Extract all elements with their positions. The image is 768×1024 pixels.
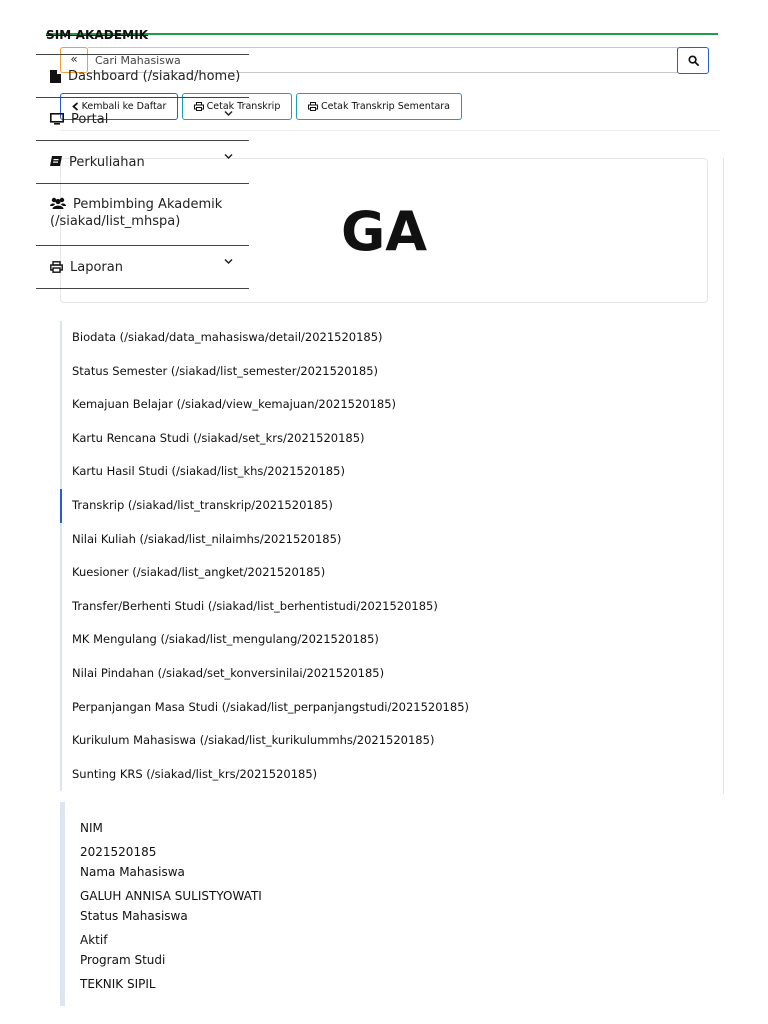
nav-link-transkrip[interactable]: Transkrip (/siakad/list_transkrip/2021520185) (60, 489, 720, 523)
users-icon (50, 197, 66, 209)
nav-link-mk-mengulang[interactable]: MK Mengulang (/siakad/list_mengulang/2021520185) (72, 632, 379, 647)
sidebar-item-pembimbing-akademik[interactable] (36, 183, 249, 245)
nav-link-transfer-berhenti[interactable]: Transfer/Berhenti Studi (/siakad/list_berhentistudi/2021520185) (72, 598, 438, 613)
content-right-border (723, 158, 724, 794)
book-icon (50, 156, 62, 168)
nim-value: 2021520185 (80, 845, 157, 859)
student-nav-list (60, 321, 720, 791)
sidebar-item-portal[interactable] (36, 97, 249, 140)
print-temp-transcript-button[interactable] (296, 93, 462, 120)
avatar-initials: GA (340, 200, 428, 263)
print-transcript-label: Cetak Transkrip (206, 101, 281, 112)
sidebar-item-perkuliahan[interactable] (36, 140, 249, 183)
sidebar-item-label: Portal (71, 111, 109, 127)
search-button[interactable] (677, 47, 709, 74)
nav-link-kuesioner[interactable]: Kuesioner (/siakad/list_angket/2021520185) (72, 565, 326, 580)
print-temp-transcript-label: Cetak Transkrip Sementara (320, 101, 450, 112)
search-icon (688, 55, 699, 66)
sidebar-item-label: Pembimbing Akademik (73, 197, 223, 212)
sidebar-item-label: Perkuliahan (69, 154, 145, 170)
program-label: Program Studi (80, 953, 166, 967)
nav-link-biodata[interactable]: Biodata (/siakad/data_mahasiswa/detail/2021520185) (72, 330, 383, 344)
chevron-down-icon (224, 153, 233, 160)
nav-link-nilai-kuliah[interactable]: Nilai Kuliah (/siakad/list_nilaimhs/2021520185) (72, 531, 342, 546)
sidebar-item-laporan[interactable] (36, 245, 249, 289)
sidebar-item-label: Laporan (70, 259, 123, 275)
name-label: Nama Mahasiswa (80, 865, 185, 879)
chevron-down-icon (224, 258, 233, 265)
file-icon (50, 70, 61, 83)
sidebar-item-label-path: (/siakad/list_mhspa) (50, 214, 181, 229)
chevron-down-icon (224, 110, 233, 117)
nim-label: NIM (80, 821, 103, 835)
name-value: GALUH ANNISA SULISTYOWATI (80, 889, 262, 903)
status-value: Aktif (80, 933, 108, 947)
sidebar-item-label: Dashboard (/siakad/home) (68, 68, 241, 84)
student-profile (60, 802, 720, 1006)
nav-link-perpanjangan-studi[interactable]: Perpanjangan Masa Studi (/siakad/list_perpanjangstudi/2021520185) (72, 699, 469, 714)
sidebar-item-dashboard[interactable] (36, 54, 249, 97)
nav-link-khs[interactable]: Kartu Hasil Studi (/siakad/list_khs/2021520185) (72, 464, 345, 479)
status-label: Status Mahasiswa (80, 909, 188, 923)
nav-link-kurikulum[interactable]: Kurikulum Mahasiswa (/siakad/list_kurikulummhs/2021520185) (72, 733, 435, 748)
nav-link-nilai-pindahan[interactable]: Nilai Pindahan (/siakad/set_konversinilai/2021520185) (72, 665, 385, 680)
print-icon (308, 102, 318, 111)
back-to-list-label: Kembali ke Daftar (81, 101, 167, 112)
app-brand[interactable]: SIM AKADEMIK (46, 28, 149, 42)
monitor-icon (50, 113, 64, 125)
program-value: TEKNIK SIPIL (80, 977, 156, 991)
nav-link-status-semester[interactable]: Status Semester (/siakad/list_semester/2021520185) (72, 363, 379, 378)
nav-link-kemajuan-belajar[interactable]: Kemajuan Belajar (/siakad/view_kemajuan/2021520185) (72, 397, 397, 412)
print-icon (50, 261, 63, 273)
nav-link-sunting-krs[interactable]: Sunting KRS (/siakad/list_krs/2021520185) (72, 766, 318, 781)
sidebar-collapse-button[interactable]: « (60, 47, 88, 73)
sidebar-menu (36, 54, 249, 289)
nav-link-krs[interactable]: Kartu Rencana Studi (/siakad/set_krs/2021520185) (72, 430, 365, 445)
